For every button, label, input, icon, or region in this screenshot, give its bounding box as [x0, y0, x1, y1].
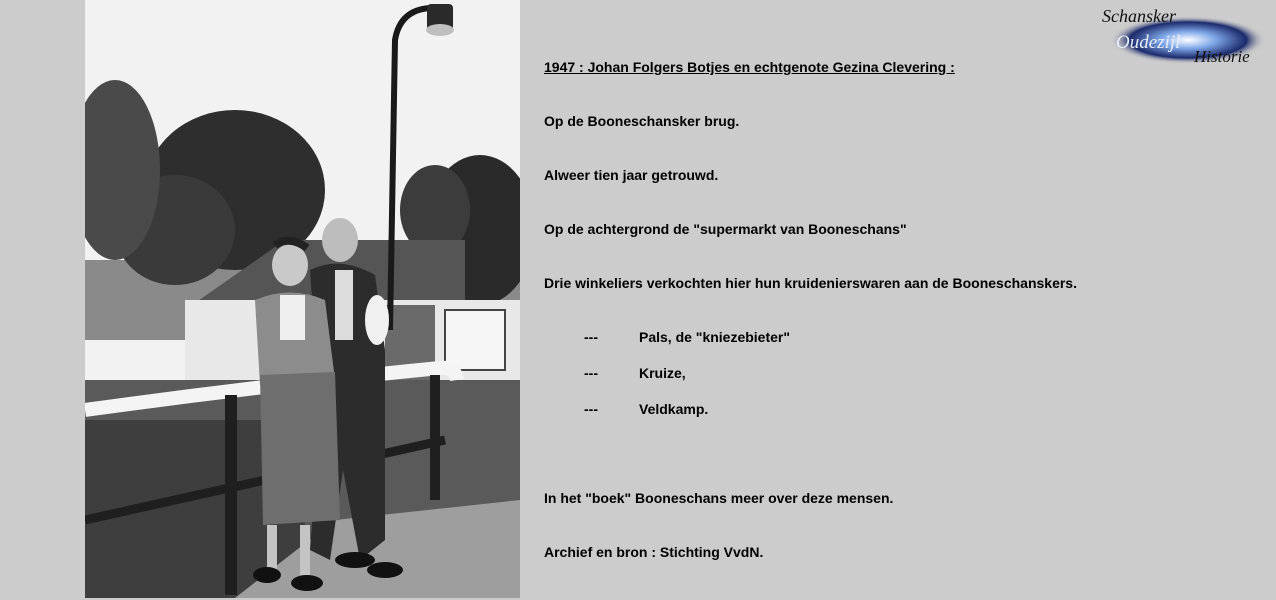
list-item-name: Pals, de "kniezebieter" [639, 329, 791, 345]
list-dash: --- [584, 329, 598, 345]
list-dash: --- [584, 401, 598, 417]
paragraph-shops: Drie winkeliers verkochten hier hun kruidenierswaren aan de Booneschanskers. [544, 275, 1077, 291]
logo-line2: Oudezijl [1116, 32, 1181, 53]
page-title: 1947 : Johan Folgers Botjes en echtgenote Gezina Clevering : [544, 59, 955, 75]
list-dash: --- [584, 365, 598, 381]
list-item-name: Kruize, [639, 365, 686, 381]
source-note: Archief en bron : Stichting VvdN. [544, 544, 764, 560]
logo-line1: Schansker [1102, 6, 1176, 26]
paragraph-background: Op de achtergrond de "supermarkt van Booneschans" [544, 221, 907, 237]
list-item-name: Veldkamp. [639, 401, 709, 417]
list-item [544, 365, 944, 383]
list-item [544, 329, 944, 347]
paragraph-married: Alweer tien jaar getrouwd. [544, 167, 719, 183]
list-item [544, 401, 944, 419]
historic-photo [85, 0, 520, 598]
book-note: In het "boek" Booneschans meer over deze mensen. [544, 490, 894, 506]
logo-line3: Historie [1194, 47, 1250, 66]
schansker-historie-logo[interactable] [1098, 2, 1270, 68]
paragraph-bridge: Op de Booneschansker brug. [544, 113, 740, 129]
